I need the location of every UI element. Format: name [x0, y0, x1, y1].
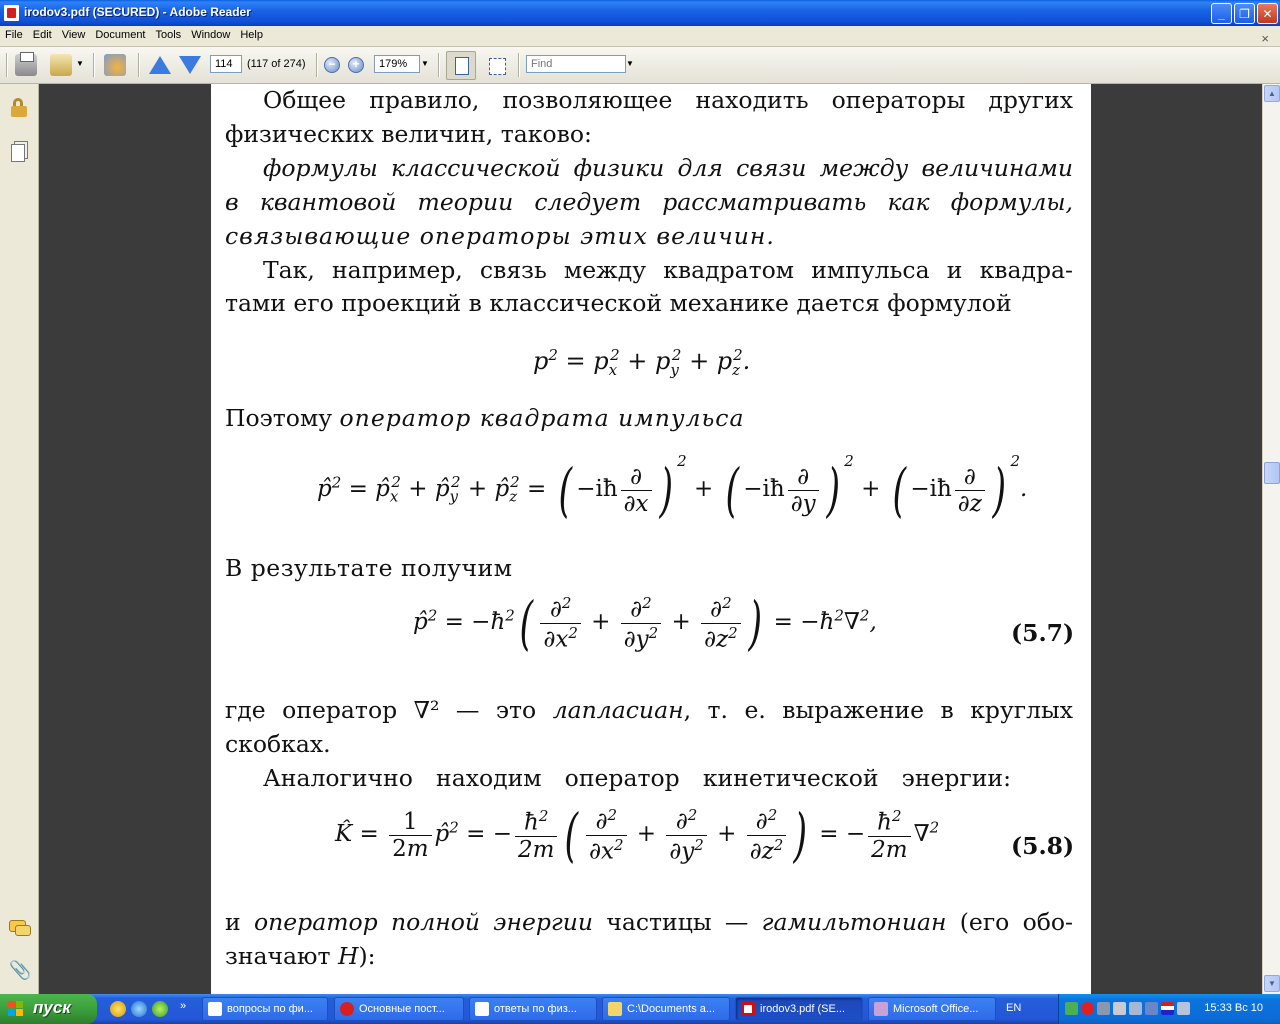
quicklaunch-app-icon[interactable] — [110, 1001, 126, 1017]
fit-page-button[interactable] — [482, 51, 512, 80]
quicklaunch-icq-icon[interactable] — [152, 1001, 168, 1017]
toolbar-separator — [93, 53, 95, 77]
tray-usb-icon[interactable] — [1145, 1002, 1158, 1015]
minimize-button[interactable]: _ — [1211, 3, 1232, 24]
comments-icon[interactable] — [9, 918, 29, 938]
pdf-page — [211, 84, 1091, 994]
start-label: пуск — [33, 998, 71, 1017]
text-line: формулы классической физики для связи между величинами — [263, 154, 1073, 182]
scroll-thumb[interactable] — [1264, 462, 1280, 484]
zoom-in-icon[interactable]: + — [348, 57, 364, 73]
word-doc-icon — [475, 1002, 489, 1016]
find-input[interactable] — [526, 55, 626, 73]
menu-edit[interactable]: Edit — [32, 29, 52, 41]
toolbar — [0, 47, 1280, 84]
taskbar-item-active[interactable]: irodov3.pdf (SE... — [735, 997, 863, 1021]
text-line: тами его проекций в классической механике дается формулой — [225, 289, 1012, 317]
tray-opera-icon[interactable] — [1081, 1002, 1094, 1015]
text-line: где оператор ∇² — это лапласиан, т. е. выражение в круглых — [225, 696, 1073, 724]
toolbar-separator — [316, 53, 318, 77]
menu-document[interactable]: Document — [95, 29, 146, 41]
equation-p-squared: $p^2 = p_x^2 + p_y^2 + p_z^2$. — [533, 346, 751, 379]
clock[interactable]: 15:33 Вс 10 — [1204, 1002, 1263, 1014]
taskbar-item[interactable]: C:\Documents a... — [602, 997, 730, 1021]
menu-file[interactable]: File — [5, 29, 23, 41]
text-line: Так, например, связь между квадратом импульса и квадра- — [263, 256, 1073, 284]
equation-5-8: K̂ = $\frac{1}{2m}$ p̂$^2$ = − $\frac{ħ^2}{2m}$ ( $\frac{\partial^2}{\partial x^2}$ + $\frac{\partial^2}{\partial y^2}$ + $\frac{\partial^2}{\partial z^2}$ ) = − $\frac{ħ^2}{2m}$ ∇$^2$ — [335, 801, 940, 870]
fit-page-icon — [489, 58, 506, 75]
quicklaunch-browser-icon[interactable] — [131, 1001, 147, 1017]
taskbar — [0, 994, 1280, 1024]
zoom-dropdown-icon[interactable]: ▼ — [421, 59, 429, 68]
text-line: физических величин, таково: — [225, 120, 592, 148]
toolbar-separator — [518, 53, 520, 77]
text-line: В результате получим — [225, 554, 513, 582]
taskbar-item[interactable]: вопросы по фи... — [202, 997, 328, 1021]
tray-flag-icon[interactable] — [1161, 1002, 1174, 1015]
pages-icon[interactable] — [9, 141, 29, 161]
text-line: скобках. — [225, 730, 331, 758]
menu-tools[interactable]: Tools — [155, 29, 182, 41]
text-line: Аналогично находим оператор кинетической энергии: — [263, 764, 1011, 792]
taskbar-item[interactable]: ответы по физ... — [469, 997, 597, 1021]
equation-number: (5.8) — [1011, 832, 1075, 860]
fit-width-icon — [455, 57, 469, 75]
menu-window[interactable]: Window — [191, 29, 231, 41]
document-view[interactable] — [39, 84, 1262, 994]
equation-5-7: p̂$^2$ = $-ħ^2$( $\frac{\partial^2}{\partial x^2}$ + $\frac{\partial^2}{\partial y^2}$ + $\frac{\partial^2}{\partial z^2}$ ) = $-ħ^2\nabla^2$, — [413, 589, 877, 658]
text-line: Поэтому оператор квадрата импульса — [225, 404, 745, 432]
tray-volume-icon[interactable] — [1113, 1002, 1126, 1015]
toolbar-separator — [138, 53, 140, 77]
menu-view[interactable]: View — [61, 29, 86, 41]
tray-app-icon[interactable] — [1065, 1002, 1078, 1015]
text-line: Общее правило, позволяющее находить операторы других — [263, 86, 1073, 114]
find-dropdown-icon[interactable]: ▼ — [626, 59, 634, 68]
text-line: связывающие операторы этих величин. — [225, 222, 775, 250]
pdf-icon — [741, 1002, 755, 1016]
taskbar-item[interactable]: Основные пост... — [334, 997, 464, 1021]
word-doc-icon — [208, 1002, 222, 1016]
office-icon — [874, 1002, 888, 1016]
quicklaunch-more-icon[interactable]: » — [180, 1000, 187, 1012]
windows-logo-icon — [8, 1001, 25, 1017]
tray-misc-icon[interactable] — [1177, 1002, 1190, 1015]
scroll-up-icon[interactable]: ▲ — [1264, 85, 1280, 102]
zoom-level-select[interactable]: 179% — [374, 55, 420, 73]
equation-number: (5.7) — [1011, 619, 1075, 647]
lock-icon[interactable] — [9, 98, 29, 118]
menu-bar — [0, 26, 1280, 47]
equation-p-operator: p̂$^2$ = $p̂_x^2$ + $p̂_y^2$ + $p̂_z^2$ = ( −iħ $\frac{\partial}{\partial x}$ ) $^2$ + ( −iħ $\frac{\partial}{\partial y}$ ) $^2$ + ( −iħ $\frac{\partial}{\partial z}$ ) $^2$. — [317, 452, 1028, 524]
opera-icon — [340, 1002, 354, 1016]
page-count-label: (117 of 274) — [247, 58, 306, 70]
text-line: и оператор полной энергии частицы — гамильтониан (его обо- — [225, 908, 1073, 936]
text-line: в квантовой теории следует рассматривать как формулы, — [225, 188, 1073, 216]
taskbar-item[interactable]: Microsoft Office... — [868, 997, 996, 1021]
adobe-reader-icon — [4, 5, 19, 21]
start-button[interactable] — [0, 994, 97, 1024]
attachment-icon[interactable]: 📎 — [9, 960, 32, 980]
vertical-scrollbar[interactable] — [1262, 84, 1280, 994]
email-icon[interactable] — [50, 54, 72, 76]
toolbar-grip — [6, 53, 8, 77]
email-dropdown-icon[interactable]: ▼ — [76, 59, 84, 68]
window-title: irodov3.pdf (SECURED) - Adobe Reader — [24, 5, 251, 19]
page-number-input[interactable]: 114 — [210, 55, 242, 73]
folder-icon — [608, 1002, 622, 1016]
scroll-down-icon[interactable]: ▼ — [1264, 975, 1280, 992]
tray-network-icon[interactable] — [1097, 1002, 1110, 1015]
previous-page-icon[interactable] — [149, 56, 171, 74]
zoom-out-icon[interactable]: − — [324, 57, 340, 73]
toolbar-separator — [438, 53, 440, 77]
organizer-icon[interactable] — [104, 54, 126, 76]
restore-button[interactable]: ❐ — [1234, 3, 1255, 24]
title-bar — [0, 0, 1280, 26]
navigation-panel — [0, 84, 39, 994]
print-icon[interactable] — [15, 54, 37, 76]
language-indicator[interactable]: EN — [1006, 1002, 1022, 1014]
text-line: значают H): — [225, 942, 376, 970]
close-button[interactable]: ✕ — [1257, 3, 1278, 24]
document-close-icon[interactable]: × — [1261, 31, 1269, 46]
fit-width-button[interactable] — [446, 51, 476, 80]
tray-antivirus-icon[interactable] — [1129, 1002, 1142, 1015]
system-tray — [1058, 994, 1280, 1024]
next-page-icon[interactable] — [179, 56, 201, 74]
menu-help[interactable]: Help — [240, 29, 263, 41]
